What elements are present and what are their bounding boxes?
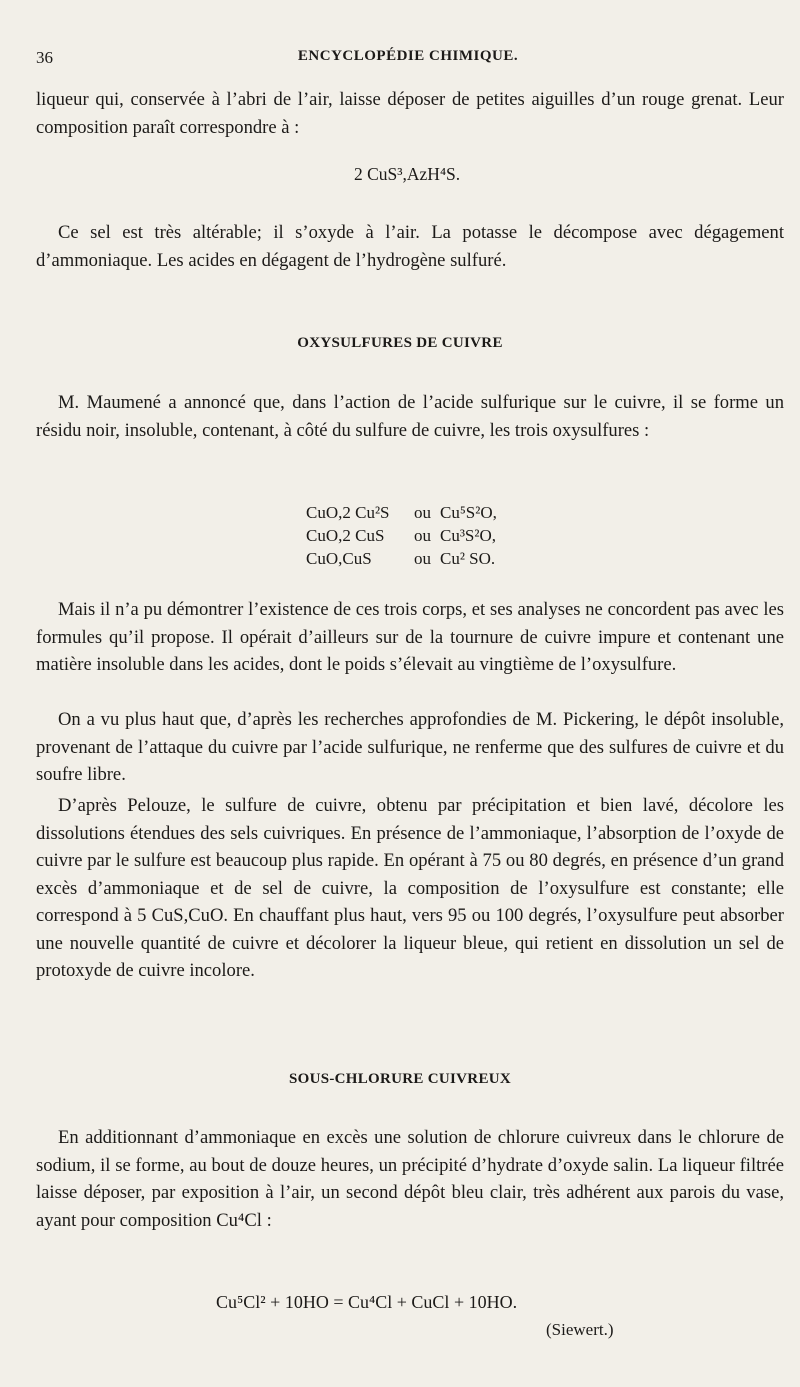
- formula-left: CuO,2 Cu²S: [306, 503, 390, 522]
- paragraph-4: Mais il n’a pu démontrer l’existence de ces trois corps, et ses analyses ne concordent pas avec les formules qu’il propose. Il opérait d’ailleurs sur de la tournure de cuivre impure et contenant une matière insoluble dans les acides, dont le poids s’élevait au vingtième de l’oxysulfure.: [36, 599, 784, 675]
- equation-attribution: (Siewert.): [546, 1320, 614, 1339]
- formula-or: ou: [414, 503, 431, 522]
- header-title: ENCYCLOPÉDIE CHIMIQUE.: [297, 48, 519, 64]
- paragraph-3: M. Maumené a annoncé que, dans l’action de l’acide sulfurique sur le cuivre, il se forme un résidu noir, insoluble, contenant, à côté du sulfure de cuivre, les trois oxysulfures :: [36, 392, 784, 441]
- paragraph-7: En additionnant d’ammoniaque en excès une solution de chlorure cuivreux dans le chlorure de sodium, il se forme, au bout de douze heures, un précipité d’hydrate d’oxyde salin. La liqueur filtrée laisse déposer, par exposition à l’air, un second dépôt bleu clair, très adhérent aux parois du vase, ayant pour composition Cu⁴Cl :: [36, 1127, 784, 1231]
- section-heading-oxysulfures: OXYSULFURES DE CUIVRE: [297, 335, 503, 351]
- page-number: 36: [36, 48, 53, 67]
- formula-right: Cu³S²O,: [440, 526, 497, 545]
- formula-or: ou: [414, 549, 431, 568]
- formula-left: CuO,2 CuS: [306, 526, 385, 545]
- formula-right: Cu⁵S²O,: [440, 503, 497, 522]
- formula-left: CuO,CuS: [306, 549, 372, 568]
- running-head: [36, 48, 780, 72]
- formula-row: [306, 501, 497, 524]
- reaction-equation: Cu⁵Cl² + 10HO = Cu⁴Cl + CuCl + 10HO.: [216, 1292, 518, 1312]
- formula-row: [306, 547, 497, 570]
- formula-right: Cu² SO.: [440, 549, 496, 568]
- oxysulfure-formula-list: [306, 501, 497, 570]
- section-heading-sous-chlorure: SOUS-CHLORURE CUIVREUX: [288, 1071, 512, 1087]
- paragraph-2: Ce sel est très altérable; il s’oxyde à l’air. La potasse le décompose avec dégagement d’ammoniaque. Les acides en dégagent de l’hydrogène sulfuré.: [36, 222, 784, 271]
- paragraph-6: D’après Pelouze, le sulfure de cuivre, obtenu par précipitation et bien lavé, décolore les dissolutions étendues des sels cuivriques. En présence de l’ammoniaque, l’absorption de l’oxyde de cuivre par le sulfure est beaucoup plus rapide. En opérant à 75 ou 80 degrés, en présence d’un grand excès d’ammoniaque et de sel de cuivre, la composition de l’oxysulfure est constante; elle correspond à 5 CuS,CuO. En chauffant plus haut, vers 95 ou 100 degrés, l’oxysulfure peut absorber une nouvelle quantité de cuivre et décolorer la liqueur bleue, qui retient en dissolution un sel de protoxyde de cuivre incolore.: [36, 795, 784, 981]
- formula-or: ou: [414, 526, 431, 545]
- formula-ammonium-sulfocuprate: 2 CuS³,AzH⁴S.: [354, 164, 461, 184]
- paragraph-1: liqueur qui, conservée à l’abri de l’air, laisse déposer de petites aiguilles d’un rouge grenat. Leur composition paraît correspondre à :: [36, 89, 784, 138]
- paragraph-5: On a vu plus haut que, d’après les recherches approfondies de M. Pickering, le dépôt insoluble, provenant de l’attaque du cuivre par l’acide sulfurique, ne renferme que des sulfures de cuivre et du soufre libre.: [36, 709, 784, 785]
- formula-row: [306, 524, 497, 547]
